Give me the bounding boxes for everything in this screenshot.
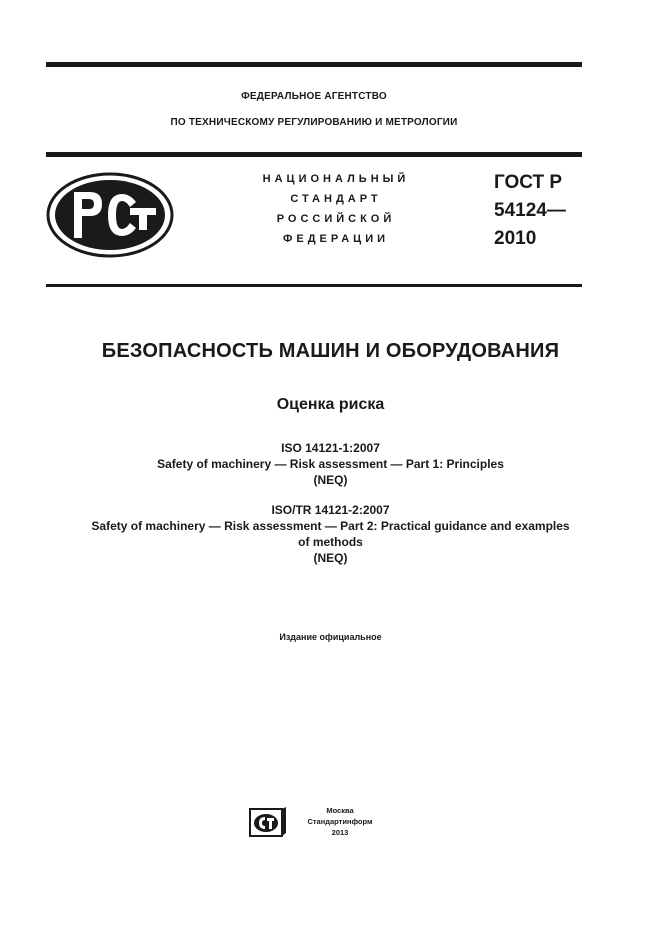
gost-designation-line-3: 2010 [494, 228, 537, 249]
document-subtitle: Оценка риска [276, 396, 385, 413]
publisher-city: Москва [326, 806, 354, 815]
reference-1-title: Safety of machinery — Risk assessment — Part 1: Principles [157, 457, 504, 471]
top-rule [46, 62, 582, 67]
lower-rule [46, 284, 582, 287]
agency-line-2: ПО ТЕХНИЧЕСКОМУ РЕГУЛИРОВАНИЮ И МЕТРОЛОГИИ [170, 117, 458, 128]
national-line-3: РОССИЙСКОЙ [276, 213, 396, 225]
gost-designation-line-1: ГОСТ Р [494, 172, 563, 193]
standartinform-logo-icon [249, 806, 287, 838]
reference-1-code: ISO 14121-1:2007 [281, 441, 380, 455]
middle-rule [46, 152, 582, 157]
rst-emblem-icon [46, 172, 174, 258]
reference-2-title-line-2: of methods [298, 535, 363, 549]
edition-note: Издание официальное [279, 632, 382, 642]
reference-1-tag: (NEQ) [313, 473, 348, 487]
document-title: БЕЗОПАСНОСТЬ МАШИН И ОБОРУДОВАНИЯ [101, 340, 560, 362]
agency-line-1: ФЕДЕРАЛЬНОЕ АГЕНТСТВО [241, 91, 387, 102]
reference-2-code: ISO/TR 14121-2:2007 [271, 503, 390, 517]
gost-designation-line-2: 54124— [494, 200, 566, 221]
publisher-year: 2013 [331, 828, 349, 837]
national-line-2: СТАНДАРТ [290, 193, 382, 205]
publisher-name: Стандартинформ [307, 817, 373, 826]
national-line-1: НАЦИОНАЛЬНЫЙ [262, 173, 410, 185]
national-line-4: ФЕДЕРАЦИИ [282, 233, 390, 245]
reference-2-title-line-1: Safety of machinery — Risk assessment — Part 2: Practical guidance and examples [91, 519, 570, 533]
reference-2-tag: (NEQ) [313, 551, 348, 565]
